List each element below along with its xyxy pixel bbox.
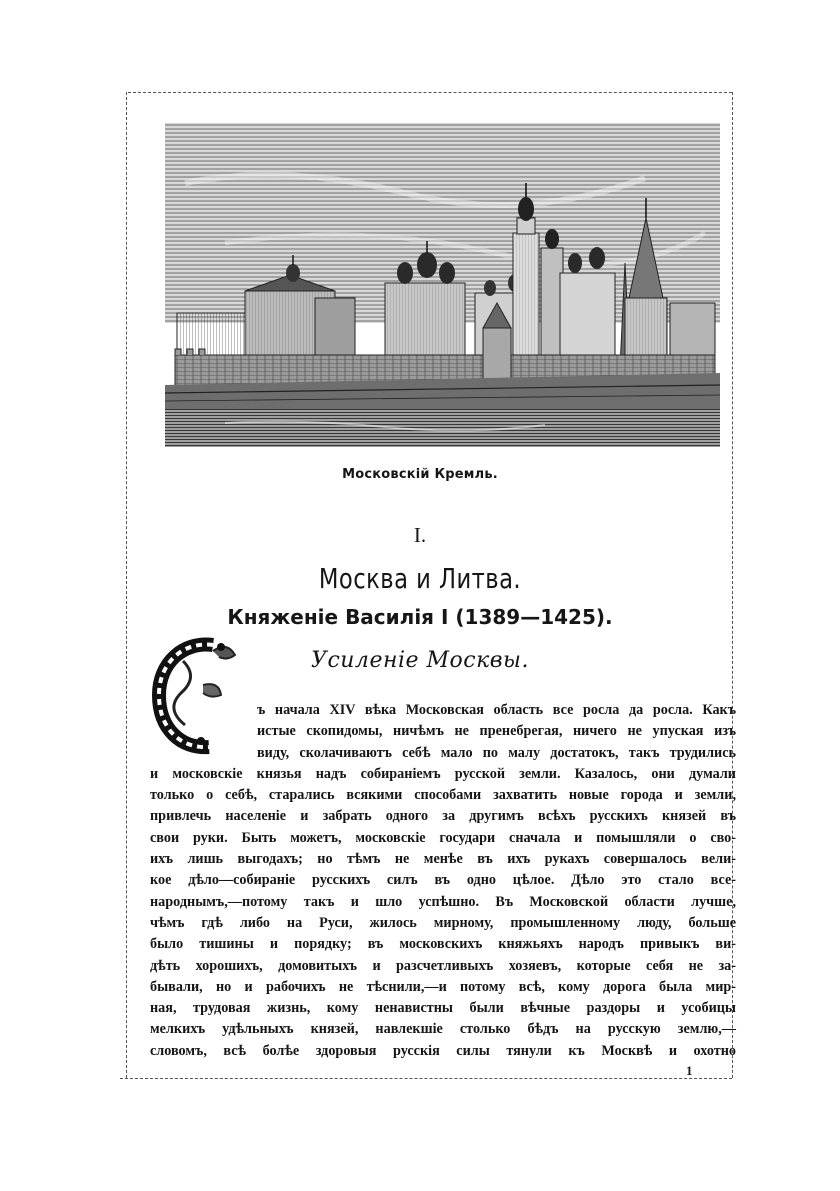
text-line: дѣть хорошихъ, домовитыхъ и разсчетливыхъ хозяевъ, которые себя не за- — [150, 957, 736, 974]
section-title: Усиленіе Москвы. — [311, 648, 529, 673]
kremlin-engraving — [165, 123, 720, 447]
moskva-river — [165, 409, 720, 447]
text-line: только о себѣ, старались всякими способами захватить новые города и земли, — [150, 787, 736, 804]
text-line: народнымъ,—потому такъ и шло успѣшно. Въ Московской области лучше, — [150, 893, 736, 910]
text-line: ная, трудовая жизнь, кому ненавистны были вѣчные раздоры и усобицы — [150, 1000, 736, 1017]
page-number: 1 — [686, 1063, 693, 1078]
text-line: и московскіе князья надъ собираніемъ русской земли. Казалось, они думали — [150, 765, 736, 782]
text-line: виду, сколачиваютъ себѣ мало по малу достатокъ, такъ трудились — [257, 744, 736, 761]
text-line: истые скопидомы, ничѣмъ не пренебрегая, ничего не упуская изъ — [257, 723, 736, 740]
illustration-caption: Московскій Кремль. — [342, 467, 498, 482]
text-line: было тишины и порядку; въ московскихъ княжьяхъ народъ привыкъ ви- — [150, 936, 736, 953]
text-line: кое дѣло—собираніе русскихъ силъ въ одно цѣлое. Дѣло это стало все- — [150, 872, 736, 889]
chapter-number: I. — [413, 523, 427, 547]
chapter-subtitle: Княженіе Василія І (1389—1425). — [227, 605, 613, 629]
text-line: мелкихъ удѣльныхъ князей, навлекшіе столько бѣдъ на русскую землю,— — [150, 1021, 736, 1038]
page-frame-bottom — [120, 1078, 732, 1079]
text-line: ъ начала XIV вѣка Московская область все росла да росла. Какъ — [257, 702, 736, 718]
page-frame-top — [128, 92, 732, 93]
text-line: бывали, но и рабочихъ не тѣснили,—и потому всѣ, кому дорога была мир- — [150, 978, 736, 995]
text-line: чѣмъ гдѣ либо на Руси, жилось мирному, промышленному люду, больше — [150, 914, 736, 931]
text-line: ихъ лишь выгодахъ; но тѣмъ не менѣе въ ихъ рукахъ совершалось вели- — [150, 851, 736, 868]
chapter-title: Москва и Литва. — [318, 562, 522, 595]
text-line: привлечь населеніе и забрать одного за другимъ всѣхъ русскихъ князей въ — [150, 808, 736, 825]
text-line: свои руки. Быть можетъ, московскіе государи сначала и помышляли о сво- — [150, 829, 736, 846]
text-line: словомъ, всѣ болѣе здоровыя русскія силы тянули къ Москвѣ и охотно — [150, 1042, 736, 1059]
body-text — [150, 700, 736, 1062]
